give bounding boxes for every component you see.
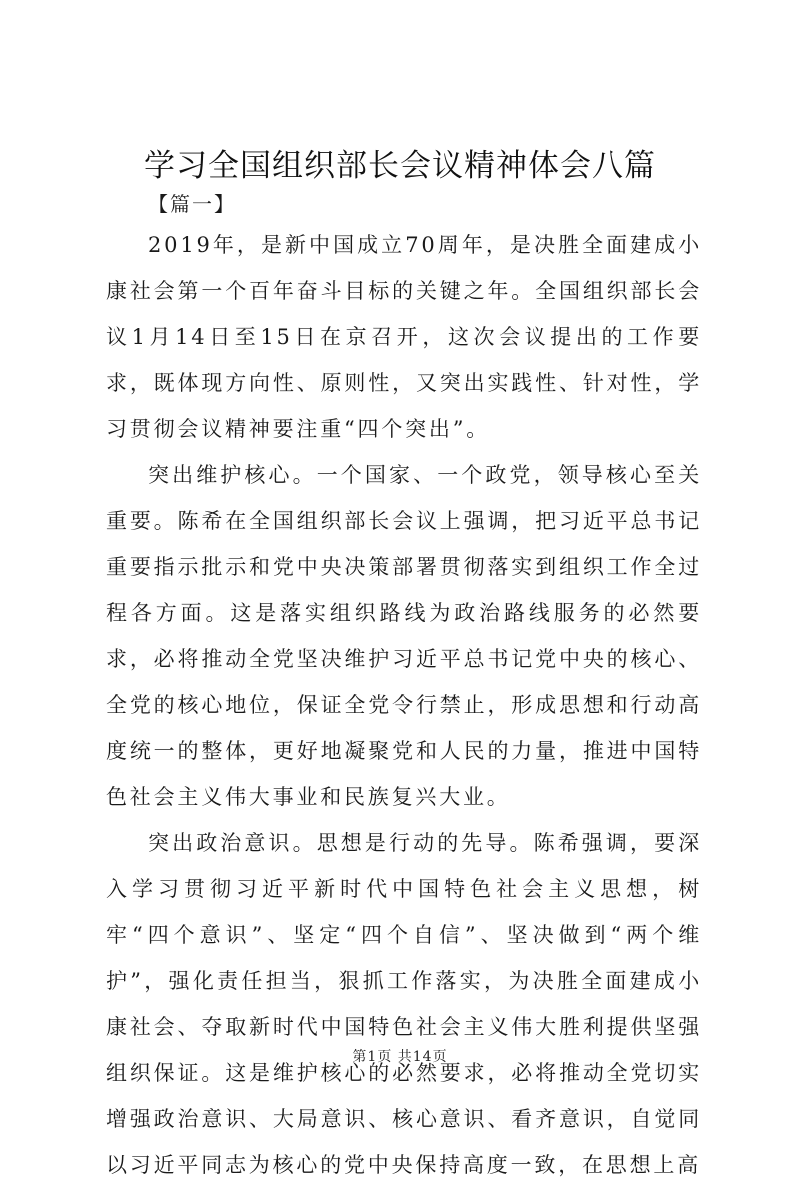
document-title: 学习全国组织部长会议精神体会八篇: [144, 148, 656, 184]
paragraph: 2019年，是新中国成立70周年，是决胜全面建成小康社会第一个百年奋斗目标的关键之年。全国组织部长会议1月14日至15日在京召开，这次会议提出的工作要求，既体现方向性、原则性，又突出实践性、针对性，学习贯彻会议精神要注重“四个突出”。: [106, 233, 702, 441]
paragraph: 突出维护核心。一个国家、一个政党，领导核心至关重要。陈希在全国组织部长会议上强调，把习近平总书记重要指示批示和党中央决策部署贯彻落实到组织工作全过程各方面。这是落实组织路线为政治路线服务的必然要求，必将推动全党坚决维护习近平总书记党中央的核心、全党的核心地位，保证全党令行禁止，形成思想和行动高度统一的整体，更好地凝聚党和人民的力量，推进中国特色社会主义伟大事业和民族复兴大业。: [106, 463, 702, 809]
section-label: 【篇一】: [148, 192, 236, 216]
page-footer: 第1页 共14页: [352, 1049, 448, 1065]
document-body: [106, 222, 702, 1188]
paragraph: 突出政治意识。思想是行动的先导。陈希强调，要深入学习贯彻习近平新时代中国特色社会主义思想，树牢“四个意识”、坚定“四个自信”、坚决做到“两个维护”，强化责任担当，狠抓工作落实，为决胜全面建成小康社会、夺取新时代中国特色社会主义伟大胜利提供坚强组织保证。这是维护核心的必然要求，必将推动全党切实增强政治意识、大局意识、核心意识、看齐意识，自觉同以习近平同志为核心的党中央保持高度一致，在思想上高: [106, 831, 702, 1177]
